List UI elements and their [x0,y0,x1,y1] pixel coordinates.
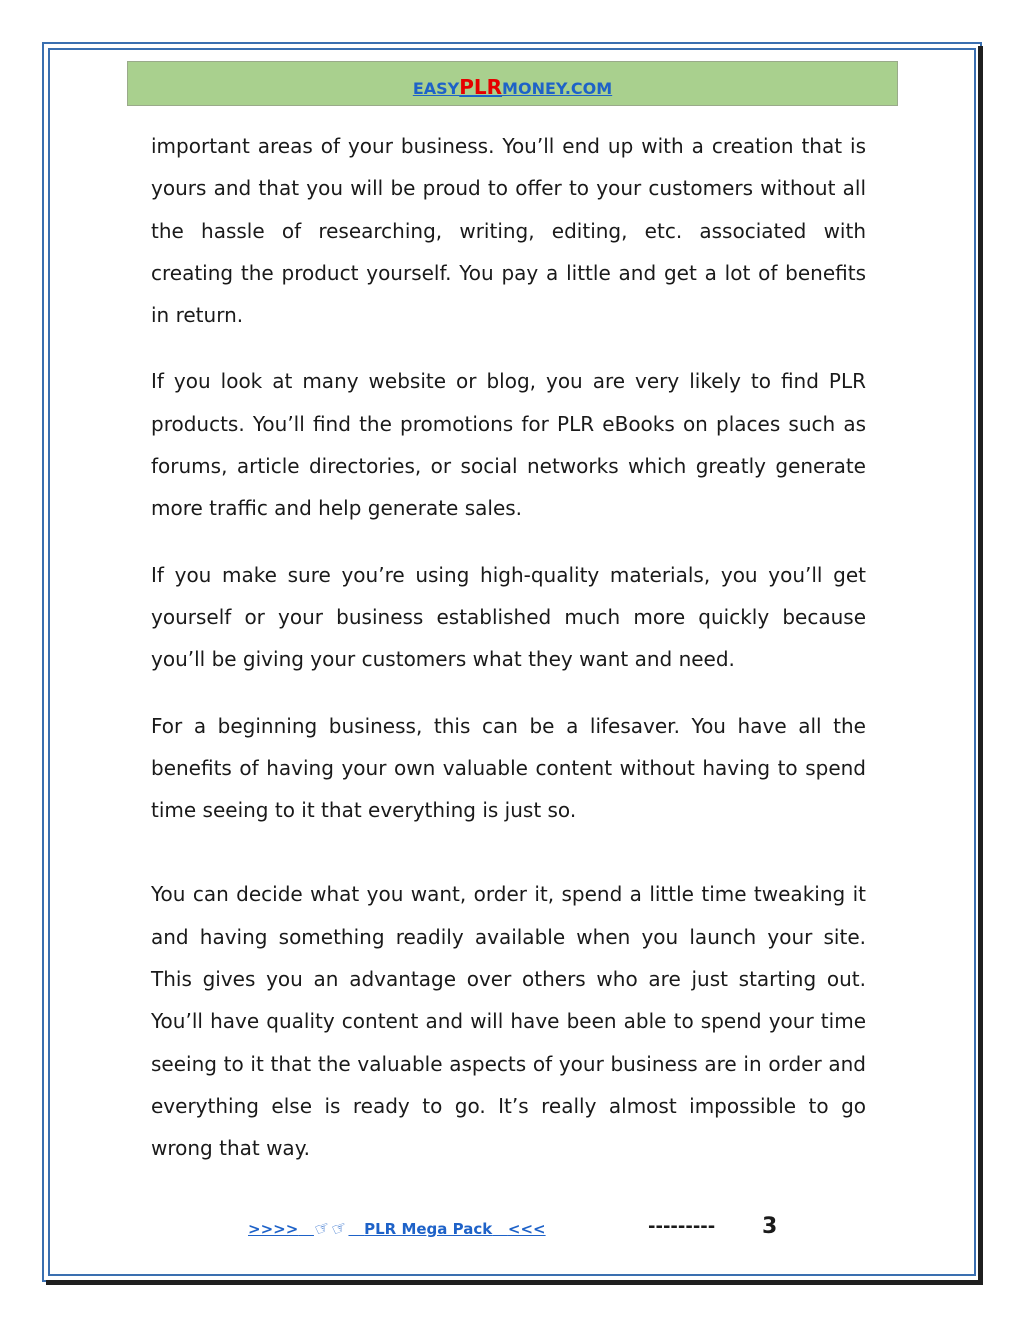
page-shadow-bottom [46,1280,983,1285]
brand-highlight: PLR [459,75,503,99]
paragraph: If you make sure you’re using high-quality materials, you you’ll get yourself or your business established much more quickly because you’ll be giving your customers what they want and need. [151,562,866,672]
brand-prefix: EASY [412,79,460,98]
brand-suffix: MONEY.COM [502,79,613,98]
footer-link-text: PLR Mega Pack [364,1220,493,1238]
paragraph: important areas of your business. You’ll end up with a creation that is yours and that you will be proud to offer to your customers without all the hassle of researching, writing, editing, etc. associated with creating the product yourself. You pay a little and get a lot of benefits in return. [151,134,866,328]
document-body [151,125,866,1194]
pointing-hand-icon: ☞ [329,1216,351,1242]
site-brand-link[interactable] [412,75,613,99]
page-number: 3 [762,1214,778,1239]
footer-arrows-right: <<< [507,1220,546,1238]
paragraph: If you look at many website or blog, you are very likely to find PLR products. You’ll find the promotions for PLR eBooks on places such as forums, article directories, or social networks which greatly generate more traffic and help generate sales. [151,369,866,521]
page-shadow-right [978,46,983,1284]
header-banner [127,61,898,106]
pointing-hand-icon: ☞ [311,1216,334,1242]
page-footer [248,1214,808,1244]
footer-arrows-left: >>>> [248,1220,299,1238]
footer-dashes: --------- [648,1216,716,1237]
paragraph: For a beginning business, this can be a lifesaver. You have all the benefits of having your own valuable content without having to spend time seeing to it that everything is just so. [151,713,866,823]
paragraph: You can decide what you want, order it, spend a little time tweaking it and having something readily available when you launch your site. This gives you an advantage over others who are just starting out. You’ll have quality content and will have been able to spend your time seeing to it that the valuable aspects of your business are in order and everything else is ready to go. It’s really almost impossible to go wrong that way. [151,882,866,1161]
plr-mega-pack-link[interactable] [248,1216,642,1242]
